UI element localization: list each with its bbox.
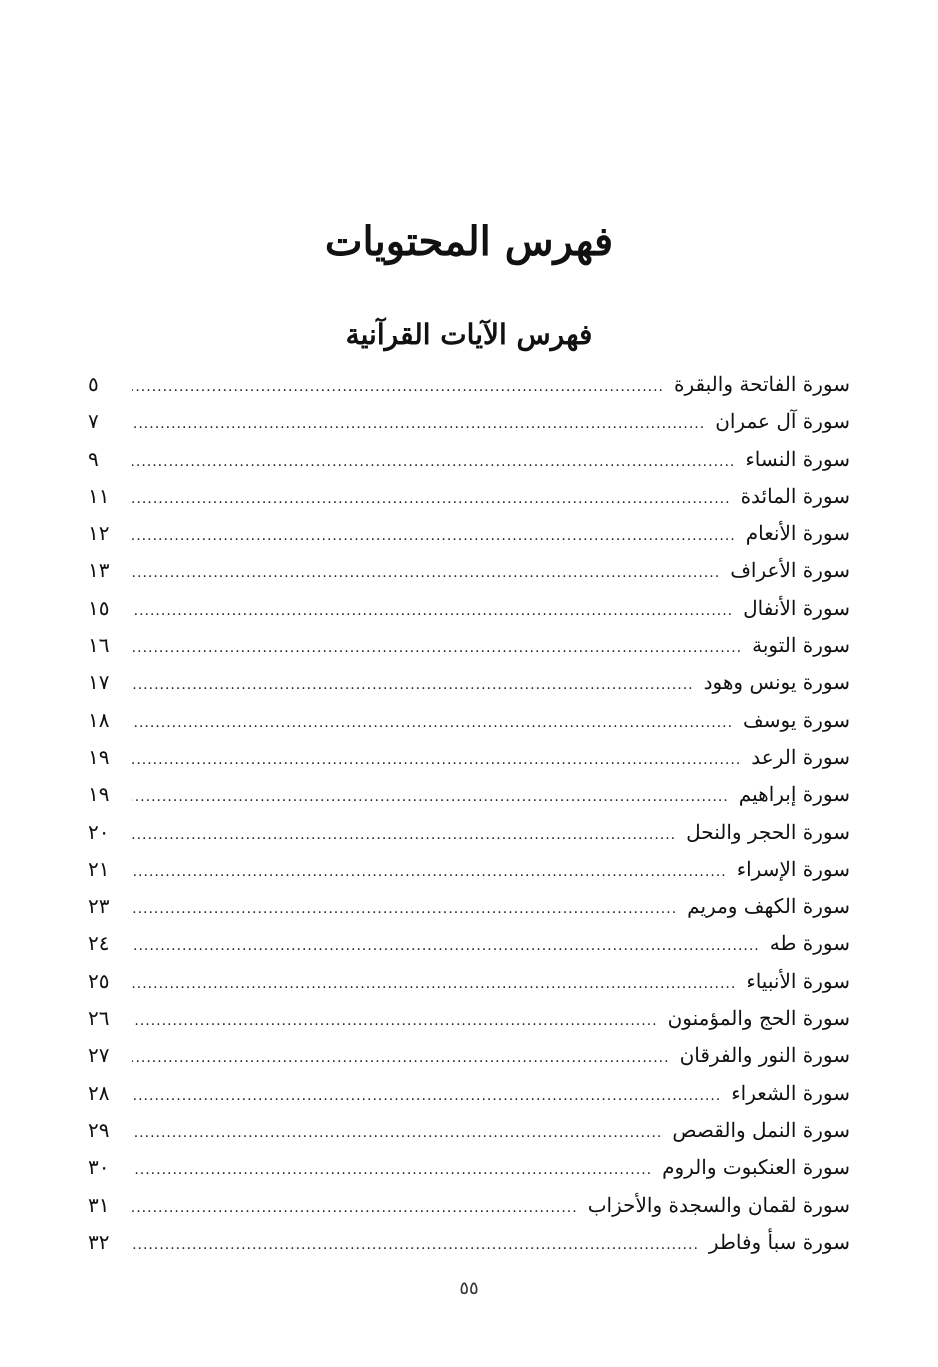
toc-entry — [88, 664, 850, 701]
toc-entry — [88, 590, 850, 627]
toc-leader-dots — [132, 555, 720, 592]
toc-entry-title: سورة الحج والمؤمنون — [667, 1006, 850, 1031]
toc-entry-title: سورة الأنبياء — [746, 968, 850, 993]
toc-entry — [88, 1075, 850, 1112]
toc-entry-page: ١٧ — [88, 670, 110, 695]
toc-leader-dots — [132, 1152, 652, 1189]
toc-entry-page: ١١ — [88, 483, 110, 508]
toc-entry — [88, 1149, 850, 1186]
toc-entry — [88, 403, 850, 440]
toc-entry-page: ١٣ — [88, 558, 110, 583]
toc-entry — [88, 552, 850, 589]
toc-leader-dots — [132, 481, 731, 518]
toc-entry-title: سورة النور والفرقان — [679, 1043, 850, 1068]
toc-entry — [88, 814, 850, 851]
toc-entry — [88, 963, 850, 1000]
toc-entry-title: سورة الإسراء — [736, 856, 850, 881]
toc-leader-dots — [132, 593, 733, 630]
toc-entry-title: سورة الأنفال — [743, 595, 850, 620]
toc-entry-page: ٢٥ — [88, 968, 110, 993]
toc-entry-page: ٣٢ — [88, 1229, 110, 1254]
toc-leader-dots — [132, 817, 676, 854]
toc-entry — [88, 1037, 850, 1074]
toc-leader-dots — [132, 779, 729, 816]
toc-entry-page: ٩ — [88, 446, 99, 471]
toc-entry-page: ٢٨ — [88, 1080, 110, 1105]
toc-leader-dots — [132, 891, 677, 928]
toc-leader-dots — [132, 1078, 721, 1115]
toc-entry-title: سورة المائدة — [740, 483, 850, 508]
toc-entry — [88, 851, 850, 888]
toc-entry-page: ٣٠ — [88, 1155, 110, 1180]
toc-leader-dots — [132, 444, 735, 481]
toc-leader-dots — [132, 630, 742, 667]
toc-entry — [88, 739, 850, 776]
toc-entry — [88, 515, 850, 552]
toc-entry-page: ٢٤ — [88, 931, 110, 956]
toc-entry-page: ٢٣ — [88, 894, 110, 919]
toc-leader-dots — [132, 854, 727, 891]
toc-entry-page: ٢١ — [88, 856, 110, 881]
toc-entry-title: سورة الكهف ومريم — [687, 894, 850, 919]
toc-leader-dots — [132, 705, 733, 742]
toc-entry — [88, 1000, 850, 1037]
toc-leader-dots — [132, 667, 694, 704]
toc-entry — [88, 1112, 850, 1149]
toc-entry-page: ٢٧ — [88, 1043, 110, 1068]
toc-entry-page: ٢٠ — [88, 819, 110, 844]
table-of-contents — [88, 366, 850, 1261]
toc-entry-page: ٧ — [88, 409, 99, 434]
page-title: فهرس المحتويات — [324, 218, 614, 265]
toc-entry-title: سورة العنكبوت والروم — [662, 1155, 850, 1180]
toc-entry-page: ١٦ — [88, 633, 110, 658]
toc-entry-title: سورة يوسف — [743, 707, 850, 732]
toc-entry — [88, 776, 850, 813]
toc-leader-dots — [132, 742, 741, 779]
toc-entry-title: سورة الأنعام — [745, 521, 850, 546]
toc-leader-dots — [132, 369, 664, 406]
toc-entry-title: سورة الحجر والنحل — [686, 819, 850, 844]
toc-entry — [88, 478, 850, 515]
toc-entry — [88, 1224, 850, 1261]
toc-leader-dots — [132, 1115, 662, 1152]
toc-leader-dots — [132, 406, 705, 443]
toc-entry-title: سورة يونس وهود — [703, 670, 850, 695]
footer-page-number: ٥٥ — [459, 1278, 479, 1299]
toc-entry-title: سورة سبأ وفاطر — [708, 1229, 850, 1254]
toc-entry-title: سورة الرعد — [751, 744, 850, 769]
toc-entry — [88, 925, 850, 962]
toc-entry-title: سورة النساء — [745, 446, 850, 471]
toc-entry-title: سورة لقمان والسجدة والأحزاب — [587, 1192, 850, 1217]
toc-leader-dots — [132, 518, 736, 555]
toc-entry — [88, 702, 850, 739]
section-title: فهرس الآيات القرآنية — [345, 318, 593, 351]
toc-leader-dots — [132, 1003, 658, 1040]
toc-entry-page: ٢٦ — [88, 1006, 110, 1031]
toc-entry-page: ١٥ — [88, 595, 110, 620]
toc-entry-title: سورة التوبة — [752, 633, 850, 658]
toc-entry-page: ١٩ — [88, 782, 110, 807]
toc-entry — [88, 888, 850, 925]
toc-leader-dots — [132, 1190, 578, 1227]
toc-entry-page: ١٢ — [88, 521, 110, 546]
toc-entry — [88, 366, 850, 403]
toc-entry — [88, 441, 850, 478]
toc-entry-title: سورة الأعراف — [730, 558, 850, 583]
toc-entry — [88, 627, 850, 664]
toc-leader-dots — [132, 1227, 699, 1264]
toc-entry-page: ١٩ — [88, 744, 110, 769]
toc-entry — [88, 1187, 850, 1224]
toc-entry-title: سورة إبراهيم — [738, 782, 850, 807]
toc-entry-title: سورة طه — [769, 931, 850, 956]
toc-entry-title: سورة الشعراء — [731, 1080, 850, 1105]
toc-entry-page: ٢٩ — [88, 1117, 110, 1142]
toc-leader-dots — [132, 1040, 670, 1077]
toc-leader-dots — [132, 966, 736, 1003]
toc-entry-title: سورة آل عمران — [715, 409, 850, 434]
toc-entry-page: ٣١ — [88, 1192, 110, 1217]
toc-entry-page: ١٨ — [88, 707, 110, 732]
toc-entry-title: سورة الفاتحة والبقرة — [674, 372, 850, 396]
toc-entry-page: ٥ — [88, 372, 99, 396]
toc-entry-title: سورة النمل والقصص — [672, 1117, 850, 1142]
toc-leader-dots — [132, 928, 760, 965]
